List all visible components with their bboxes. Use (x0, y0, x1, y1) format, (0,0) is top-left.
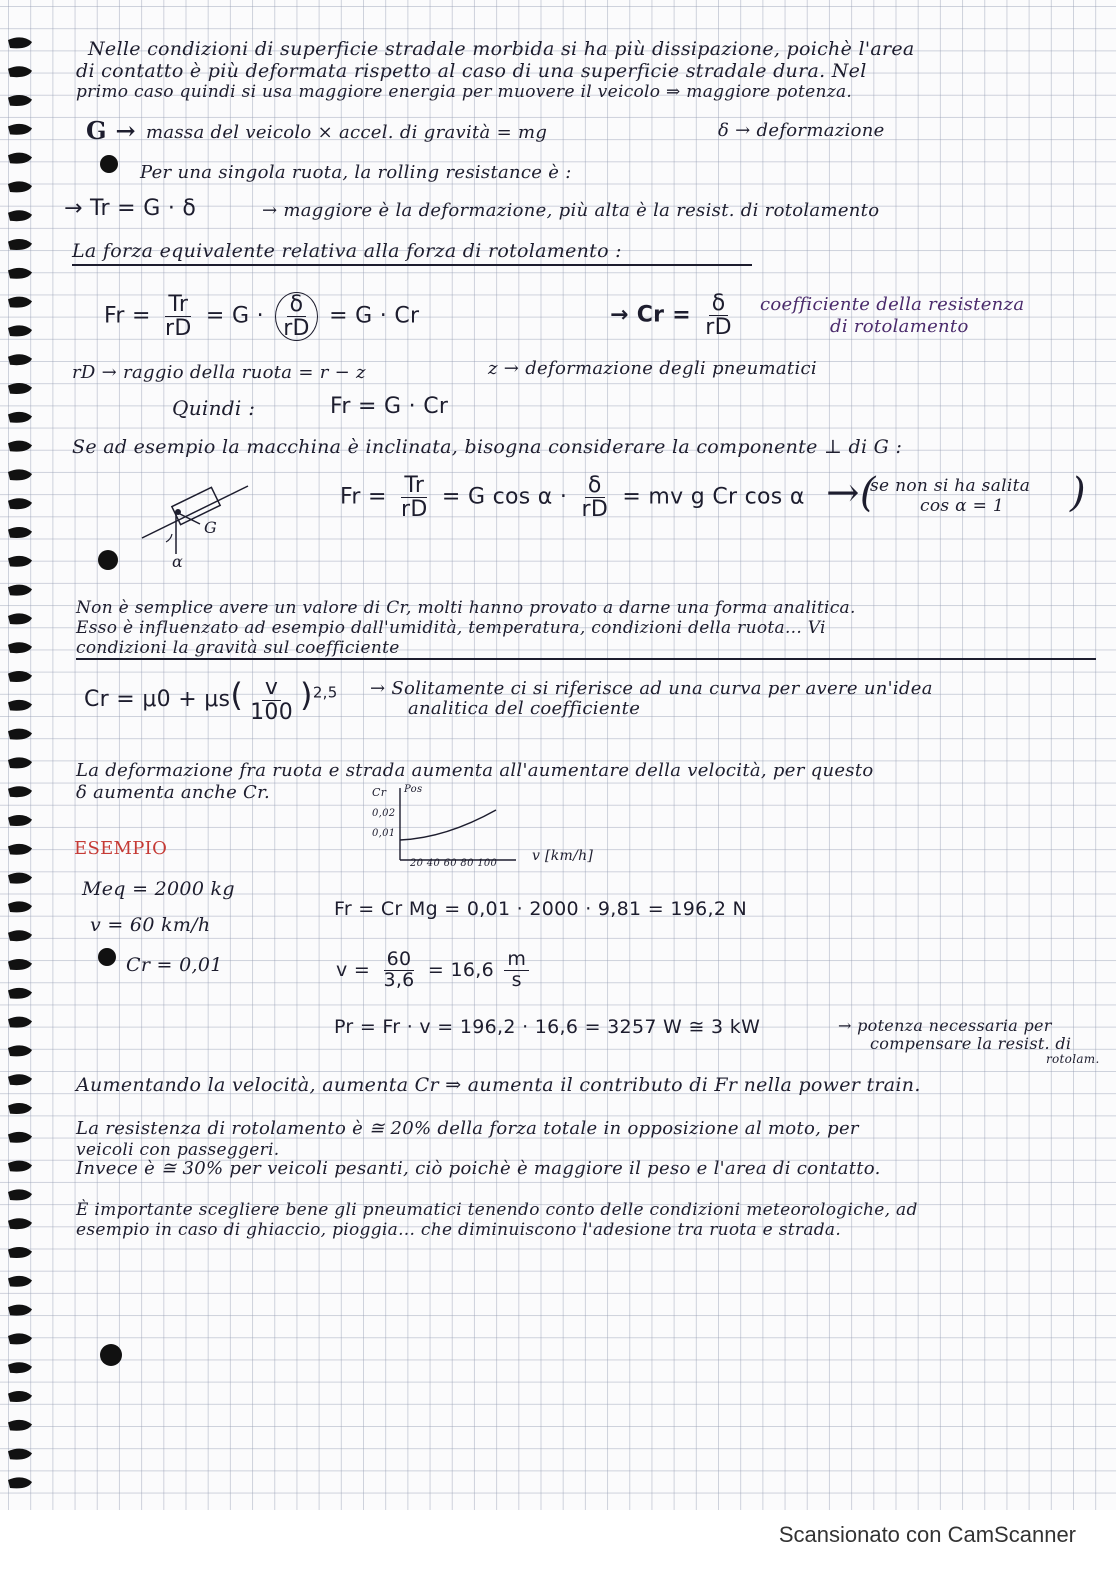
eq-part: v = (336, 958, 371, 981)
numerator: δ (585, 474, 605, 498)
diagram-label: G (204, 518, 218, 537)
fraction (398, 474, 431, 521)
text-line: Se ad esempio la macchina è inclinata, bisogna considerare la componente ⊥ di G : (72, 436, 903, 458)
spiral-ring (8, 844, 32, 855)
spiral-ring (8, 1305, 32, 1316)
spiral-ring (8, 181, 32, 192)
text-line: esempio in caso di ghiaccio, pioggia... che diminuiscono l'adesione tra ruota e strada. (76, 1220, 842, 1240)
spiral-ring (8, 153, 32, 164)
spiral-ring (8, 930, 32, 941)
spiral-ring (8, 37, 32, 48)
spiral-ring (8, 815, 32, 826)
fraction (380, 950, 417, 991)
text-line: → Solitamente ci si riferisce ad una curva per avere un'idea (370, 678, 933, 699)
spiral-ring (8, 613, 32, 624)
spiral-ring (8, 268, 32, 279)
paren-close: ) (1070, 470, 1086, 516)
equation-cr (610, 292, 739, 339)
spiral-ring (8, 1391, 32, 1402)
text-line: → potenza necessaria per (838, 1016, 1052, 1035)
spiral-ring (8, 412, 32, 423)
diagram-label: α (172, 552, 184, 571)
denominator: 100 (250, 699, 294, 725)
text-line: analitica del coefficiente (408, 698, 641, 719)
paren-open: →( (826, 470, 876, 516)
text-line: veicoli con passeggeri. (76, 1140, 280, 1160)
text-line: Quindi : (172, 396, 256, 420)
eq-part: = G · (205, 303, 264, 329)
spiral-ring (8, 239, 32, 250)
spiral-ring (8, 498, 32, 509)
text-line: di rotolamento (830, 316, 969, 337)
bullet-dot (98, 948, 116, 966)
numerator: m (504, 950, 529, 971)
spiral-ring (8, 1247, 32, 1258)
text-line: primo caso quindi si usa maggiore energia per muovere il veicolo ⇒ maggiore potenza. (76, 82, 853, 102)
paren-open: ( (230, 676, 244, 714)
denominator: rD (283, 316, 310, 342)
spiral-ring (8, 959, 32, 970)
spiral-ring (8, 642, 32, 653)
denominator: rD (705, 315, 732, 341)
equation: Pr = Fr · v = 196,2 · 16,6 = 3257 W ≅ 3 kW (334, 1016, 761, 1038)
equation-fr (104, 292, 419, 341)
scanner-watermark: Scansionato con CamScanner (778, 1522, 1076, 1547)
spiral-ring (8, 1333, 32, 1344)
text-line: δ → deformazione (718, 120, 885, 141)
fraction (702, 292, 735, 339)
text-line: Esso è influenzato ad esempio dall'umidità, temperatura, condizioni della ruota... Vi (76, 618, 826, 638)
graph-label: Pos (404, 784, 423, 795)
numerator: δ (709, 292, 729, 316)
spiral-ring (8, 383, 32, 394)
spiral-ring (8, 95, 32, 106)
note-bracket (1070, 470, 1086, 516)
numerator: Tr (165, 293, 191, 317)
graph-tick: 0,02 (372, 808, 396, 819)
text-line: δ aumenta anche Cr. (76, 782, 271, 803)
equation: Fr = G · Cr (330, 394, 449, 419)
fraction (504, 950, 529, 991)
equation: Fr = Cr Mg = 0,01 · 2000 · 9,81 = 196,2 N (334, 898, 748, 920)
equation-v (336, 950, 533, 991)
text-line: → maggiore è la deformazione, più alta è la resist. di rotolamento (262, 200, 880, 221)
symbol-g: G → (86, 116, 136, 145)
text-line: z → deformazione degli pneumatici (488, 358, 817, 379)
spiral-ring (8, 585, 32, 596)
eq-part: Cr = μ0 + μs (84, 687, 231, 712)
text-line: se non si ha salita (870, 476, 1031, 496)
spiral-ring (8, 786, 32, 797)
paren-close: ) (300, 676, 313, 714)
spiral-ring (8, 729, 32, 740)
spiral-ring (8, 873, 32, 884)
numerator: v (262, 676, 281, 700)
text-line: La deformazione fra ruota e strada aumenta all'aumentare della velocità, per questo (76, 760, 874, 781)
spiral-ring (8, 354, 32, 365)
inclined-plane-diagram (136, 472, 256, 572)
denominator: rD (165, 316, 192, 342)
text-line: rotolam. (1046, 1052, 1100, 1066)
spiral-ring (8, 1189, 32, 1200)
spiral-binding (0, 0, 42, 1500)
spiral-ring (8, 297, 32, 308)
text-line: La resistenza di rotolamento è ≅ 20% della forza totale in opposizione al moto, per (76, 1118, 859, 1139)
spiral-ring (8, 1276, 32, 1287)
spiral-ring (8, 1132, 32, 1143)
numerator: δ (287, 293, 307, 317)
graph-label: v [km/h] (532, 848, 594, 864)
denominator: rD (401, 497, 428, 523)
numerator: Tr (401, 474, 427, 498)
fraction-circled (275, 292, 318, 341)
eq-part: → Cr = (610, 302, 691, 328)
note-bracket (826, 470, 876, 516)
text-line: Invece è ≅ 30% per veicoli pesanti, ciò poichè è maggiore il peso e l'area di contatto. (76, 1158, 881, 1179)
text-line: Cr = 0,01 (126, 954, 223, 976)
text-line: Aumentando la velocità, aumenta Cr ⇒ aumenta il contributo di Fr nella power train. (76, 1074, 921, 1096)
graph-tick: 0,01 (372, 828, 396, 839)
text-line: coefficiente della resistenza (760, 294, 1025, 315)
bullet-dot (100, 155, 118, 173)
text-line: Nelle condizioni di superficie stradale morbida si ha più dissipazione, poichè l'area (88, 38, 915, 60)
denominator: 3,6 (383, 968, 415, 991)
text-line: È importante scegliere bene gli pneumatici tenendo conto delle condizioni meteorologiche, ad (76, 1200, 918, 1220)
spiral-ring (8, 1362, 32, 1373)
spiral-ring (8, 556, 32, 567)
example-title: ESEMPIO (74, 838, 168, 859)
spiral-ring (8, 988, 32, 999)
spiral-ring (8, 441, 32, 452)
eq-part: = G · Cr (329, 303, 420, 329)
eq-part: = G cos α · (441, 484, 568, 510)
graph-tick: 20 40 60 80 100 (410, 858, 498, 869)
text-line: rD → raggio della ruota = r − z (72, 362, 366, 383)
eq-part: Fr = (340, 484, 387, 510)
spiral-ring (8, 469, 32, 480)
text-line: Per una singola ruota, la rolling resistance è : (140, 162, 572, 183)
spiral-ring (8, 700, 32, 711)
text-line: v = 60 km/h (90, 914, 211, 936)
spiral-ring (8, 1045, 32, 1056)
spiral-ring (8, 1103, 32, 1114)
spiral-ring (8, 1449, 32, 1460)
graph-label: Cr (372, 786, 387, 799)
equation: → Tr = G · δ (64, 196, 197, 221)
spiral-ring (8, 210, 32, 221)
equation-cr-formula (84, 676, 338, 724)
bullet-dot (100, 1344, 122, 1366)
denominator: rD (581, 497, 609, 523)
numerator: 60 (384, 950, 415, 971)
spiral-ring (8, 757, 32, 768)
spiral-ring (8, 1218, 32, 1229)
spiral-ring (8, 325, 32, 336)
text-line: di contatto è più deformata rispetto al caso di una superficie stradale dura. Nel (76, 60, 867, 82)
fraction (247, 676, 296, 723)
underline (72, 264, 752, 266)
spiral-ring (8, 1477, 32, 1488)
text-line: La forza equivalente relativa alla forza di rotolamento : (72, 240, 622, 262)
spiral-ring (8, 1161, 32, 1172)
fraction (579, 474, 612, 521)
spiral-ring (8, 66, 32, 77)
equation-inclined (340, 474, 805, 521)
text-line: compensare la resist. di (870, 1034, 1072, 1053)
denominator: s (511, 968, 522, 991)
underline (76, 658, 1096, 660)
bullet-dot (98, 550, 118, 570)
fraction (162, 293, 195, 340)
text-line: cos α = 1 (920, 496, 1004, 516)
spiral-ring (8, 527, 32, 538)
spiral-ring (8, 1420, 32, 1431)
spiral-ring (8, 1017, 32, 1028)
spiral-ring (8, 901, 32, 912)
text-line: condizioni la gravità sul coefficiente (76, 638, 400, 658)
eq-part: = 16,6 (427, 958, 494, 981)
spiral-ring (8, 124, 32, 135)
text-line: Non è semplice avere un valore di Cr, molti hanno provato a darne una forma analitica. (76, 598, 856, 618)
exponent: 2,5 (312, 683, 338, 702)
eq-part: Fr = (104, 303, 151, 329)
text-line: massa del veicolo × accel. di gravità = mg (146, 122, 548, 143)
spiral-ring (8, 671, 32, 682)
spiral-ring (8, 1074, 32, 1085)
eq-part: = mv g Cr cos α (622, 484, 805, 510)
cr-velocity-graph (366, 784, 526, 864)
text-line: Meq = 2000 kg (82, 878, 235, 900)
